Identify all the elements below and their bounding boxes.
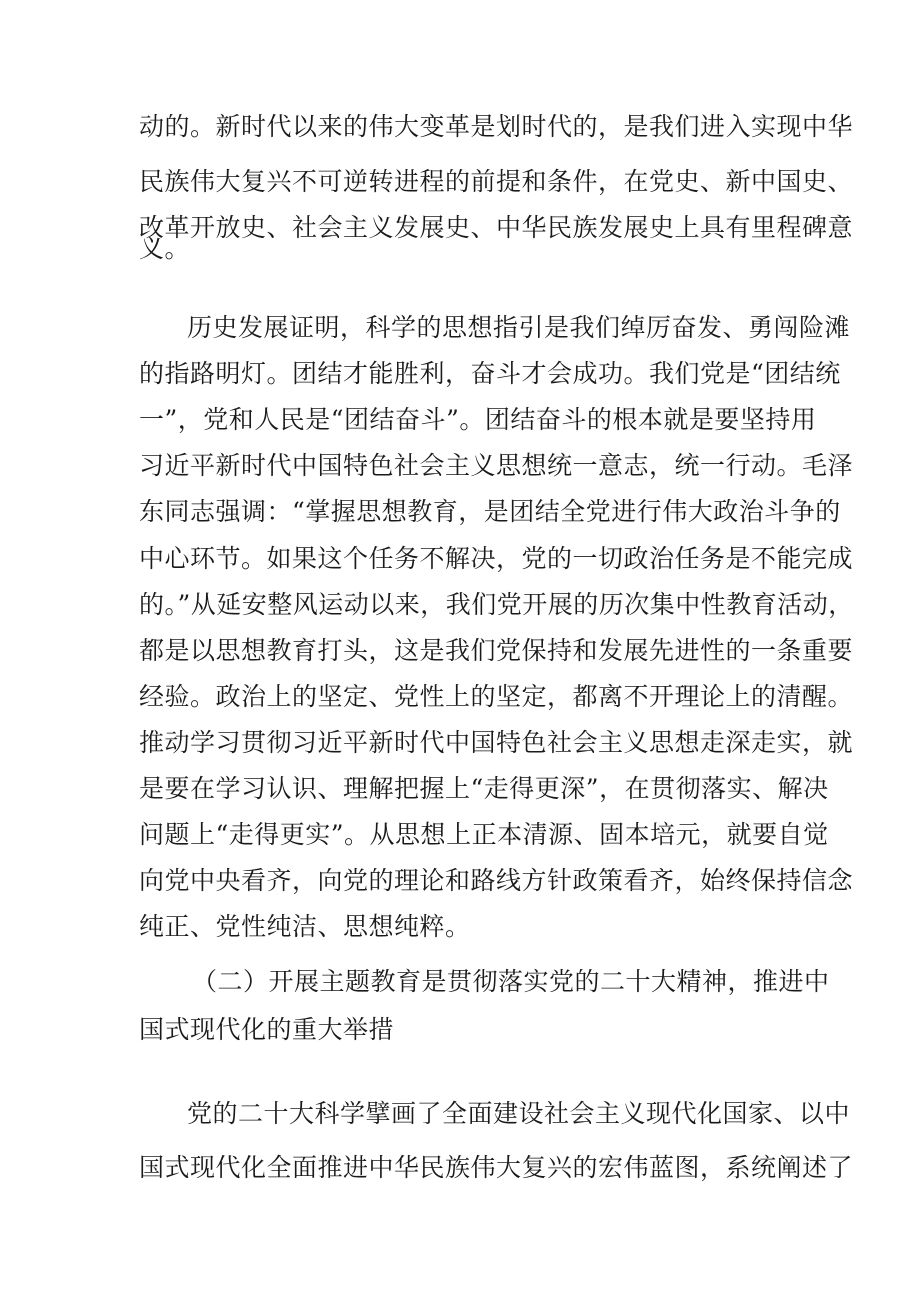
- text-line: 党的二十大科学擘画了全面建设社会主义现代化国家、以中: [187, 1099, 851, 1128]
- text-line: 东同志强调：“掌握思想教育，是团结全党进行伟大政治斗争的: [139, 497, 841, 526]
- text-line: 问题上“走得更实”。从思想上正本清源、固本培元，就要自觉: [139, 820, 829, 849]
- text-line: 的指路明灯。团结才能胜利，奋斗才会成功。我们党是“团结统: [139, 359, 841, 388]
- text-line: 国式现代化全面推进中华民族伟大复兴的宏伟蓝图，系统阐述了: [139, 1153, 854, 1182]
- text-line: 一”，党和人民是“团结奋斗”。团结奋斗的根本就是要坚持用: [139, 405, 817, 434]
- text-line: 的。”从延安整风运动以来，我们党开展的历次集中性教育活动，: [139, 590, 854, 619]
- text-line: 动的。新时代以来的伟大变革是划时代的，是我们进入实现中华: [139, 112, 854, 141]
- text-line: 改革开放史、社会主义发展史、中华民族发展史上具有里程碑意: [139, 213, 854, 242]
- text-line: 是要在学习认识、理解把握上“走得更深”，在贯彻落实、解决: [139, 774, 829, 803]
- text-line: 都是以思想教育打头，这是我们党保持和发展先进性的一条重要: [139, 636, 854, 665]
- text-line: 向党中央看齐，向党的理论和路线方针政策看齐，始终保持信念: [139, 866, 854, 895]
- text-line: 义。: [139, 234, 191, 263]
- text-line: 推动学习贯彻习近平新时代中国特色社会主义思想走深走实，就: [139, 728, 854, 757]
- text-line: 习近平新时代中国特色社会主义思想统一意志，统一行动。毛泽: [139, 451, 854, 480]
- section-heading-line: （二）开展主题教育是贯彻落实党的二十大精神，推进中: [192, 967, 830, 996]
- text-line: 历史发展证明，科学的思想指引是我们绰厉奋发、勇闯险滩: [187, 313, 851, 342]
- section-heading-line: 国式现代化的重大举措: [139, 1015, 395, 1044]
- text-line: 中心环节。如果这个任务不解决，党的一切政治任务是不能完成: [139, 544, 854, 573]
- text-line: 民族伟大复兴不可逆转进程的前提和条件，在党史、新中国史、: [139, 167, 854, 196]
- text-line: 纯正、党性纯洁、思想纯粹。: [139, 912, 471, 941]
- text-line: 经验。政治上的坚定、党性上的坚定，都离不开理论上的清醒。: [139, 682, 854, 711]
